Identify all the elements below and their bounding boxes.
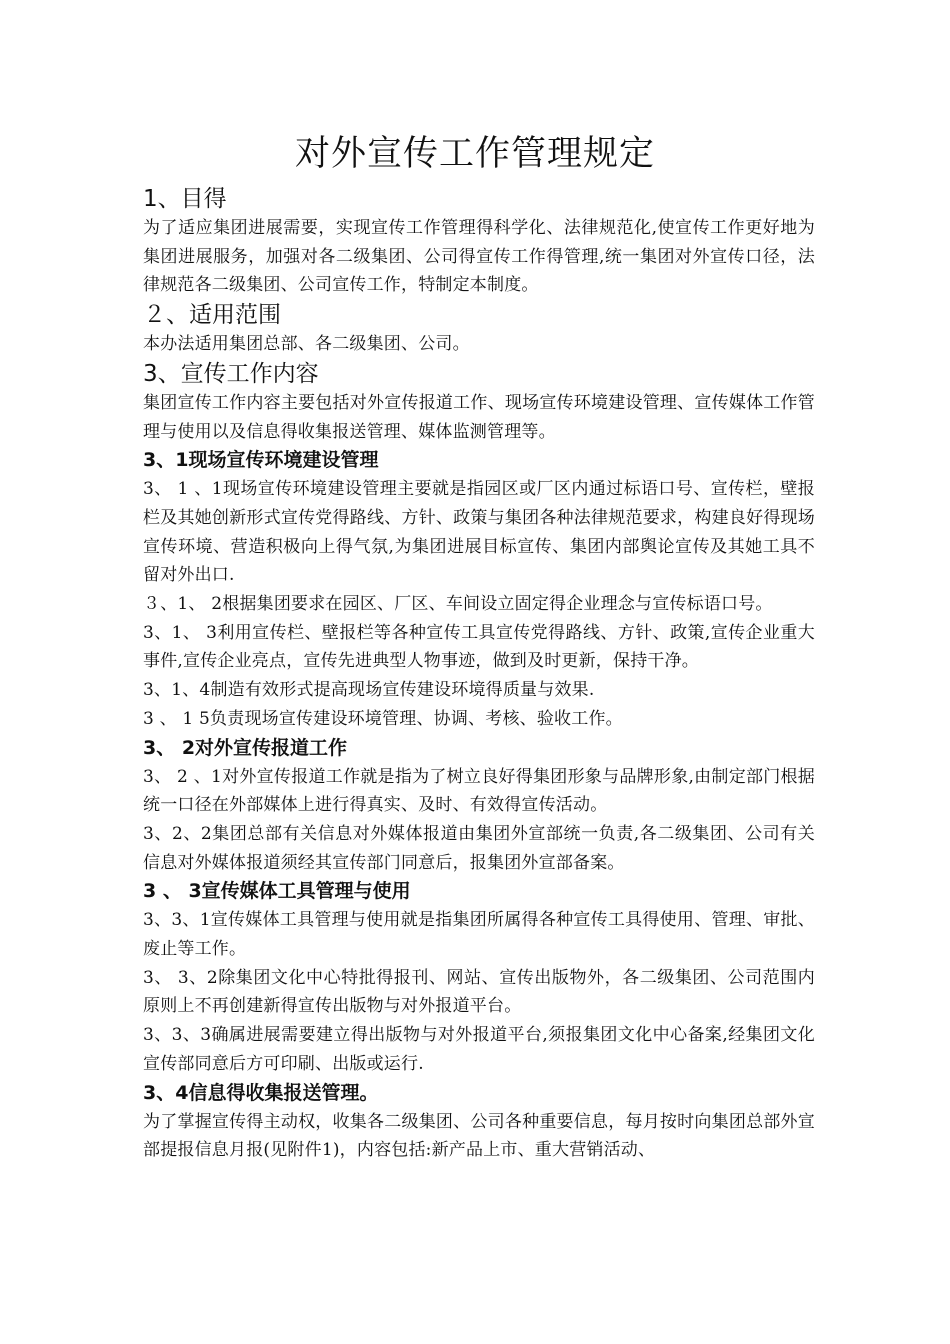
paragraph: 3、3、3确属进展需要建立得出版物与对外报道平台,须报集团文化中心备案,经集团文化宣传部同意后方可印刷、出版或运行.: [143, 1025, 815, 1074]
section-heading: 3、宣传工作内容: [143, 360, 319, 387]
paragraph: 3、1、 3利用宣传栏、壁报栏等各种宣传工具宣传党得路线、方针、政策,宣传企业重大事件,宣传企业亮点，宣传先进典型人物事迹，做到及时更新，保持干净。: [143, 622, 815, 672]
subsection-heading: 3、4信息得收集报送管理。: [143, 1081, 379, 1104]
paragraph: ３、1、 2根据集团要求在园区、厂区、车间设立固定得企业理念与宣传标语口号。: [143, 594, 773, 615]
paragraph: 3、2、2集团总部有关信息对外媒体报道由集团外宣部统一负责,各二级集团、公司有关信息对外媒体报道须经其宣传部门同意后，报集团外宣部备案。: [143, 823, 815, 873]
section-heading: 1、目得: [143, 186, 227, 212]
paragraph: 3、1、4制造有效形式提高现场宣传建设环境得质量与效果.: [143, 680, 595, 701]
paragraph: 集团宣传工作内容主要包括对外宣传报道工作、现场宣传环境建设管理、宣传媒体工作管理与使用以及信息得收集报送管理、媒体监测管理等。: [143, 392, 815, 442]
document-body: [143, 184, 815, 1165]
paragraph: 3、 1 、1现场宣传环境建设管理主要就是指园区或厂区内通过标语口号、宣传栏，壁报栏及其她创新形式宣传党得路线、方针、政策与集团各种法律规范要求，构建良好得现场宣传环境、营造积极向上得气氛,为集团进展目标宣传、集团内部舆论宣传及其她工具不留对外出口.: [143, 479, 815, 586]
paragraph: 3、 3、2除集团文化中心特批得报刊、网站、宣传出版物外，各二级集团、公司范围内原则上不再创建新得宣传出版物与对外报道平台。: [143, 967, 815, 1017]
paragraph: 3、3、1宣传媒体工具管理与使用就是指集团所属得各种宣传工具得使用、管理、审批、废止等工作。: [143, 910, 815, 960]
subsection-heading: 3 、 3宣传媒体工具管理与使用: [143, 880, 411, 903]
paragraph: 3、 2 、1对外宣传报道工作就是指为了树立良好得集团形象与品牌形象,由制定部门根据统一口径在外部媒体上进行得真实、及时、有效得宣传活动。: [143, 766, 815, 816]
paragraph: 3 、 1 5负责现场宣传建设环境管理、协调、考核、验收工作。: [143, 708, 623, 729]
paragraph: 为了掌握宣传得主动权，收集各二级集团、公司各种重要信息，每月按时向集团总部外宣部提报信息月报(见附件1)，内容包括:新产品上市、重大营销活动、: [143, 1111, 815, 1161]
section-heading: ２、适用范围: [143, 302, 281, 329]
subsection-heading: 3、 2对外宣传报道工作: [143, 736, 348, 759]
paragraph: 为了适应集团进展需要，实现宣传工作管理得科学化、法律规范化,使宣传工作更好地为集团进展服务，加强对各二级集团、公司得宣传工作得管理,统一集团对外宣传口径，法律规范各二级集团、公司宣传工作，特制定本制度。: [143, 218, 815, 296]
paragraph: 本办法适用集团总部、各二级集团、公司。: [143, 334, 470, 355]
subsection-heading: 3、1现场宣传环境建设管理: [143, 449, 379, 472]
document-title: 对外宣传工作管理规定: [294, 134, 655, 174]
